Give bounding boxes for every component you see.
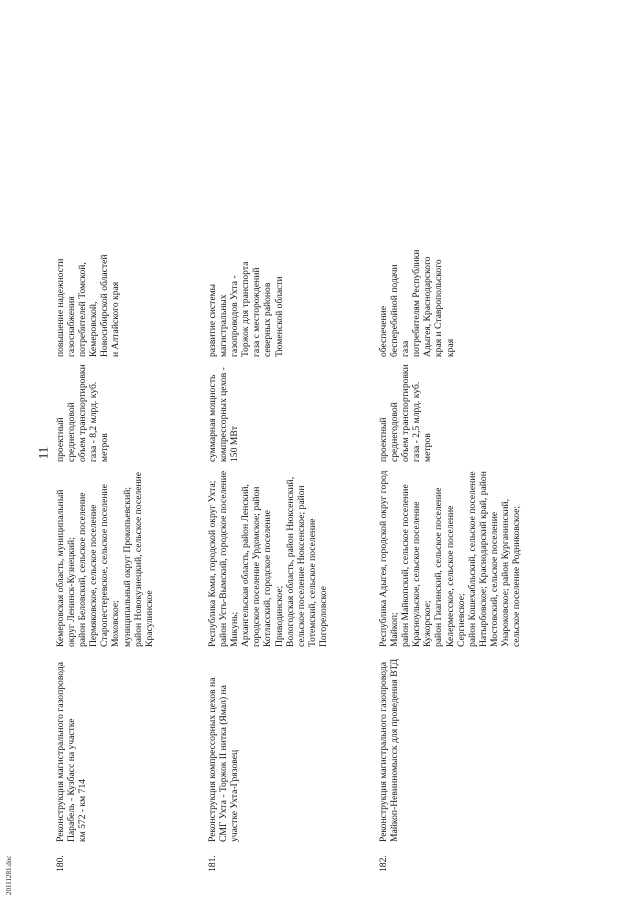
- page-number-text: 11: [35, 446, 50, 460]
- object-capacity: проектный среднегодовой объем транспортировки газа - 8,2 млрд. куб. метров: [55, 364, 111, 462]
- object-goal: развитие системы магистральных газопроводов Ухта - Торжок для транспорта газа с месторождений северных районов Тюменской области: [207, 261, 285, 357]
- page-number: [32, 438, 54, 468]
- object-capacity: суммарная мощность компрессорных цехов - 150 МВт: [207, 367, 241, 462]
- document-footer: [2, 828, 16, 898]
- object-goal: повышение надежности газоснабжения потребителей Томской, Кемеровской, Новосибирской областей и Алтайского края: [55, 254, 122, 357]
- object-name: Реконструкция магистрального газопровода Парабель - Кузбасс на участке км 572 - км 714: [55, 662, 89, 842]
- object-location: Республика Адыгея, городской округ город Майкоп; район Майкопский, сельское поселение Красноульское, сельское поселение Кужорское; район Гиагинский, сельское поселение Келермесское, сельское поселение Сергиевское; район Кошехабльский, сельское поселение Натырбовское; Краснодарский край, район Мостовский, сельское поселение Унароковское; район Курганинский, сельское поселение Родниковское;: [378, 470, 523, 647]
- object-location: Кемеровская область, муниципальный округ Ленинск-Кузнецкий; район Беловский, сельское поселение Пермяковское, сельское поселение Старопестеревское, сельское поселение Моховское; муниципальный округ Прокопьевский; район Новокузнецкий, сельское поселение Красулинское: [55, 471, 155, 647]
- row-number: 181.: [207, 855, 218, 872]
- object-capacity: проектный среднегодовой объем транспортировки газа - 2,5 млрд. куб. метров: [378, 364, 434, 462]
- row-number: 182.: [378, 855, 389, 872]
- object-name: Реконструкция компрессорных цехов на СМГ Ухта - Торжок II нитка (Ямал) на участке Ухта-Грязовец: [207, 677, 241, 842]
- object-location: Республика Коми, городской округ Ухта; район Усть-Вымский, городское поселение Микунь; Архангельская область, район Ленский, городское поселение Урдомское; район Котласский, городское поселение Приводинское; Вологодская область, район Нюксенский, сельское поселение Нюксенское; район Тотемский, сельское поселение Погореловское: [207, 470, 329, 647]
- object-goal: обеспечение бесперебойной подачи газа потребителям Республики Адыгея, Краснодарского края и Ставропольского края: [378, 249, 456, 357]
- row-number: 180.: [55, 855, 66, 872]
- object-name: Реконструкция магистрального газопровода Майкоп-Невинномысск для проведения ВТД: [378, 658, 401, 842]
- footer-filename: 20111281.doc: [5, 855, 13, 895]
- rotated-table: [55, 32, 600, 872]
